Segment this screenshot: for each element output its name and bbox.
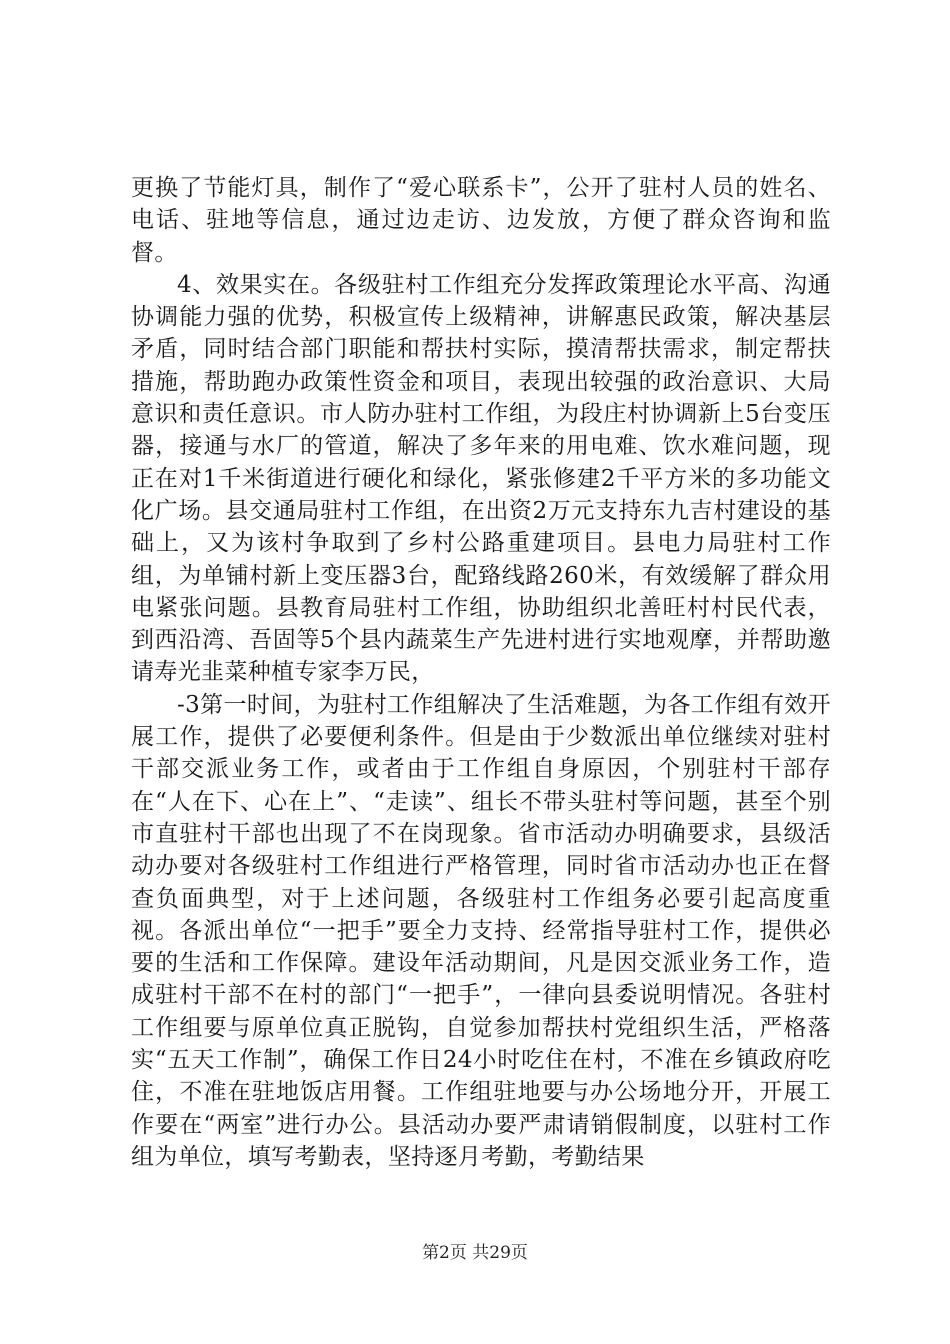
page-number-footer: 第2页 共29页 [422, 1243, 528, 1263]
paragraph-2: 4、效果实在。各级驻村工作组充分发挥政策理论水平高、沟通协调能力强的优势，积极宣传上级精神，讲解惠民政策，解决基层矛盾，同时结合部门职能和帮扶村实际，摸清帮扶需求，制定帮扶措施，帮助跑办政策性资金和项目，表现出较强的政治意识、大局意识和责任意识。市人防办驻村工作组，为段庄村协调新上5台变压器，接通与水厂的管道，解决了多年来的用电难、饮水难问题，现正在对1千米街道进行硬化和绿化，紧张修建2千平方米的多功能文化广场。县交通局驻村工作组，在出资2万元支持东九吉村建设的基础上，又为该村争取到了乡村公路重建项目。县电力局驻村工作组，为单铺村新上变压器3台，配臵线路260米，有效缓解了群众用电紧张问题。县教育局驻村工作组，协助组织北善旺村村民代表，到西沿湾、吾固等5个县内蔬菜生产先进村进行实地观摩，并帮助邀请寿光韭菜种植专家李万民， [131, 271, 831, 686]
paragraph-1: 更换了节能灯具，制作了“爱心联系卡”，公开了驻村人员的姓名、电话、驻地等信息，通过边走访、边发放，方便了群众咨询和监督。 [131, 175, 831, 266]
paragraph-3: -3第一时间，为驻村工作组解决了生活难题，为各工作组有效开展工作，提供了必要便利条件。但是由于少数派出单位继续对驻村干部交派业务工作，或者由于工作组自身原因，个别驻村干部存在“人在下、心在上”、“走读”、组长不带头驻村等问题，甚至个别市直驻村干部也出现了不在岗现象。省市活动办明确要求，县级活动办要对各级驻村工作组进行严格管理，同时省市活动办也正在督查负面典型，对于上述问题，各级驻村工作组务必要引起高度重视。各派出单位“一把手”要全力支持、经常指导驻村工作，提供必要的生活和工作保障。建设年活动期间，凡是因交派业务工作，造成驻村干部不在村的部门“一把手”，一律向县委说明情况。各驻村工作组要与原单位真正脱钩，自觉参加帮扶村党组织生活，严格落实“五天工作制”，确保工作日24小时吃住在村，不准在乡镇政府吃住，不准在驻地饭店用餐。工作组驻地要与办公场地分开，开展工作要在“两室”进行办公。县活动办要严肃请销假制度，以驻村工作组为单位，填写考勤表，坚持逐月考勤，考勤结果 [131, 691, 831, 1170]
document-body [131, 172, 831, 1173]
